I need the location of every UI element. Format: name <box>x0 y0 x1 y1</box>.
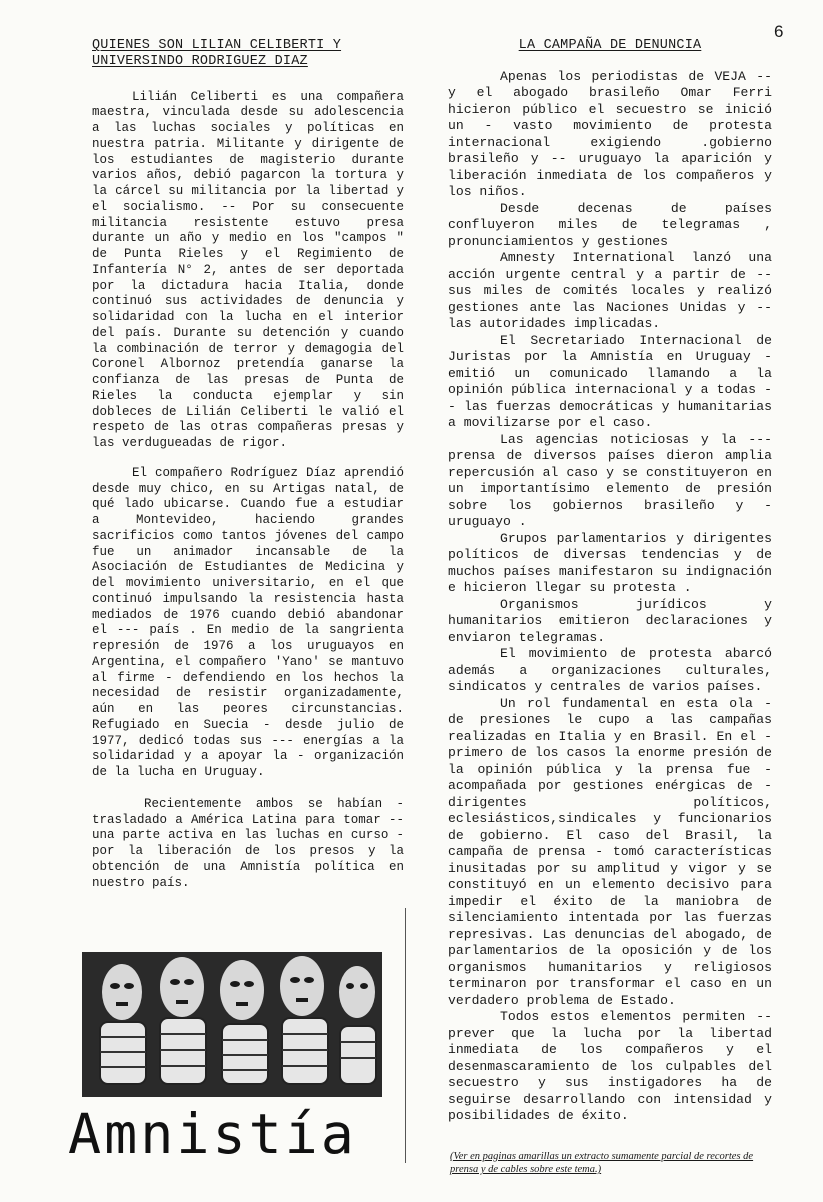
right-column <box>448 38 772 1125</box>
raised-fists-illustration <box>82 952 382 1097</box>
paragraph-recientemente: Recientemente ambos se habían - trasladado a América Latina para tomar -- una parte activa en las luchas en curso - por la liberación de los presos y la obtención de una Amnistía política en nuestro país. <box>92 796 404 890</box>
poster-title: Amnistía <box>68 1102 357 1166</box>
paragraph-telegramas: Desde decenas de países confluyeron miles de telegramas , pronunciamientos y gestiones <box>448 200 772 249</box>
paragraph-agencias: Las agencias noticiosas y la --- prensa de diversos países dieron amplia repercusión al caso y se constituyeron en un importantísimo elemento de presión sobre los gobiernos brasileño y - uruguayo . <box>448 431 772 529</box>
paragraph-celiberti: Lilián Celiberti es una compañera maestra, vinculada desde su adolescencia a las luchas sociales y políticas en nuestra patria. Militante y dirigente de los estudiantes de magisterio durante varios años, debió pagarcon la tortura y la cárcel su militancia por la libertad y el socialismo. -- Por su consecuente militancia resistente estuvo presa durante un año y medio en los "campos " de Punta Rieles y el Regimiento de Infantería N° 2, antes de ser deportada por la dictadura hacia Italia, donde continuó sus actividades de denuncia y solidaridad con la lucha en el interior del país. Durante su detención y cuando la combinación de terror y demagogia del Coronel Albornoz pretendía ganarse la confianza de las presas de Punta de Rieles la conducta ejemplar y sin dobleces de Lilián Celiberti le valió el respeto de las otras compañeras presas y las verdugueadas de rigor. <box>92 89 404 450</box>
footnote: (Ver en paginas amarillas un extracto sumamente parcial de recortes de prensa y de cables sobre este tema.) <box>450 1151 754 1175</box>
paragraph-rodriguez: El compañero Rodríguez Díaz aprendió desde muy chico, en su Artigas natal, de qué lado ubicarse. Cuando fue a estudiar a Montevideo, haciendo grandes sacrificios como tantos jóvenes del campo fue un animador incansable de la Asociación de Estudiantes de Medicina y del movimiento universitario, en el que continuó impulsando la resistencia hasta mediados de 1976 cuando debió abandonar el --- país . En medio de la sangrienta represión de 1976 a los uruguayos en Argentina, el compañero 'Yano' se mantuvo al firme - defendiendo en los hechos la necesidad de resistir organizadamente, aún en las peores circunstancias. Refugiado en Suecia - desde julio de 1977, dedicó todas sus --- energías a la solidaridad y a apoyar la - organización de la lucha en Uruguay. <box>92 465 404 779</box>
left-column <box>92 38 404 891</box>
page-number: 6 <box>774 22 784 41</box>
paragraph-italia-brasil: Un rol fundamental en esta ola - de presiones le cupo a las campañas realizadas en Italia y en Brasil. En el - primero de los casos la enorme presión de la opinión pública y la prensa fue - acompañada por gestiones enérgicas de - dirigentes políticos, eclesiásticos,sindicales y funcionarios de gobierno. El caso del Brasil, la campaña de prensa - tomó características inusitadas por su amplitud y vigor y se constituyó en un elemento decisivo para impedir el éxito de la maniobra de silenciamiento intentada por las fuerzas represivas. Las denuncias del abogado, de parlamentarios de la oposición y de los organismos humanitarios y religiosos terminaron por transformar el caso en un verdadero problema de Estado. <box>448 695 772 1008</box>
right-heading: LA CAMPAÑA DE DENUNCIA <box>518 38 702 53</box>
paragraph-culturales: El movimiento de protesta abarcó además a organizaciones culturales, sindicatos y centrales de varios países. <box>448 646 772 694</box>
paragraph-veja: Apenas los periodistas de VEJA -- y el abogado brasileño Omar Ferri hicieron público el secuestro se inició un - vasto movimiento de protesta internacional exigiendo .gobierno brasileño y -- uruguayo la aparición y liberación inmediata de los compañeros y los niños. <box>448 68 772 199</box>
amnistia-poster <box>60 908 406 1166</box>
paragraph-parlamentarios: Grupos parlamentarios y dirigentes políticos de diversas tendencias y de muchos países manifestaron su indignación e hicieron llegar su protesta . <box>448 530 772 595</box>
left-heading: QUIENES SON LILIAN CELIBERTI Y UNIVERSINDO RODRIGUEZ DIAZ <box>92 38 342 69</box>
paragraph-organismos: Organismos jurídicos y humanitarios emitieron declaraciones y enviaron telegramas. <box>448 596 772 645</box>
paragraph-juristas: El Secretariado Internacional de Juristas por la Amnistía en Uruguay - emitió un comunicado llamando a la opinión pública internacional y a todas -- las fuerzas democráticas y humanitarias a movilizarse por el caso. <box>448 332 772 430</box>
paragraph-amnesty: Amnesty International lanzó una acción urgente central y a partir de -- sus miles de comités locales y realizó gestiones ante las Naciones Unidas y -- las autoridades implicadas. <box>448 250 772 331</box>
paragraph-conclusion: Todos estos elementos permiten -- prever que la lucha por la libertad inmediata de los compañeros y el desenmascaramiento de los culpables del secuestro y sus instigadores ha de seguirse desarrollando con intensidad y posibilidades de éxito. <box>448 1009 772 1123</box>
